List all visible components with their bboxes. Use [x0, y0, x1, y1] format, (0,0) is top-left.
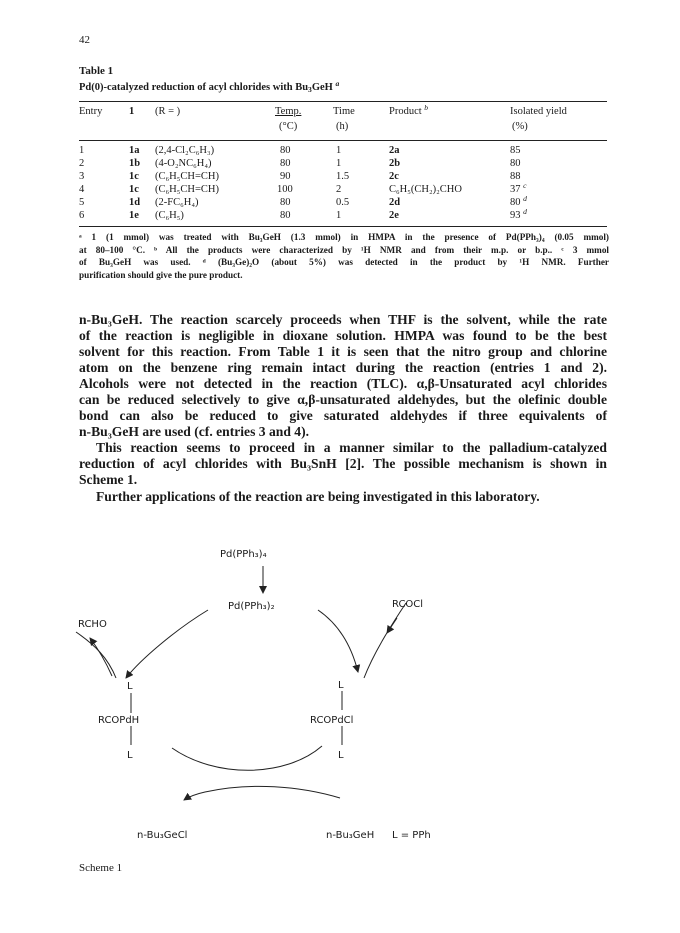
paragraph-1 [79, 312, 607, 440]
cell-time: 1.5 [336, 171, 350, 182]
text-line: Scheme 1. [79, 472, 138, 487]
pd-ppph3-4-label: Pd(PPh₃)₄ [220, 549, 267, 560]
cell-yield: 80 $^d$ [510, 193, 527, 208]
cell-time: 1 [336, 210, 342, 221]
cell-entry: 4 [79, 184, 85, 195]
cell-entry: 1 [79, 145, 85, 156]
text-line: This reaction seems to proceed in a manner similar to the palladium-catalyzed [96, 440, 607, 455]
cell-compound: 1b [129, 158, 141, 169]
rcopdcl-label: RCOPdCl [310, 715, 354, 726]
cell-entry: 6 [79, 210, 85, 221]
cell-entry: 5 [79, 197, 85, 208]
text-line: Further applications of the reaction are being investigated in this laboratory. [96, 489, 540, 504]
arc-left-upper [126, 610, 208, 678]
cell-product: 2d [389, 197, 401, 208]
pd-ppph3-2-label: Pd(PPh₃)₂ [228, 601, 275, 612]
cell-compound: 1c [129, 171, 139, 182]
cell-product: 2a [389, 145, 400, 156]
cell-yield: 88 [510, 171, 521, 182]
cell-r: (2,4-Cl₂C₆H₃) [155, 145, 215, 156]
text-line: n-Bu₃GeH are used (cf. entries 3 and 4). [79, 424, 309, 439]
text-line: n-Bu₃GeH. The reaction scarcely proceeds when THF is the solvent, while the rate [79, 312, 607, 327]
cell-time: 1 [336, 145, 342, 156]
cell-r: (2-FC₆H₄) [155, 197, 199, 208]
header-yield-unit: (%) [512, 121, 528, 132]
cell-temp: 80 [280, 158, 291, 169]
arc-bottom-upper [172, 746, 322, 770]
header-product: Product $^b$ [389, 102, 429, 117]
cell-yield: 85 [510, 145, 521, 156]
bu3geh-label: n-Bu₃GeH [326, 830, 375, 841]
cell-temp: 80 [280, 210, 291, 221]
cell-temp: 80 [280, 197, 291, 208]
text-line: atom on the benzene ring remain intact during the reaction (entries 1 and 2). [79, 360, 607, 375]
paragraph-2 [79, 440, 607, 488]
cell-r: (C₆H₅) [155, 210, 184, 221]
cell-time: 1 [336, 158, 342, 169]
table-bottom-rule [79, 226, 607, 227]
cell-product: 2b [389, 158, 401, 169]
table-header-rule [79, 140, 607, 141]
arrow-rcocl-in [387, 618, 397, 633]
cell-yield: 93 $^d$ [510, 206, 527, 221]
paragraph-3 [79, 489, 607, 505]
header-r: (R = ) [155, 106, 181, 117]
header-compound: 1 [129, 106, 135, 117]
header-yield: Isolated yield [510, 106, 567, 117]
footnote-line: purification should give the pure product. [79, 269, 243, 280]
cell-compound: 1d [129, 197, 141, 208]
scheme-label: Scheme 1 [79, 862, 123, 874]
arc-right-upper [318, 610, 358, 672]
text-line: reduction of acyl chlorides with Bu₃SnH [2]. The possible mechanism is shown in [79, 456, 607, 471]
cell-temp: 80 [280, 145, 291, 156]
cell-yield: 37 $^c$ [510, 180, 527, 195]
arc-right-rcocl [364, 603, 406, 678]
header-temp-unit: (°C) [279, 121, 298, 132]
text-line: of the reaction is negligible in dioxane solution. HMPA was found to be the best [79, 328, 607, 343]
header-time: Time [333, 106, 355, 117]
cell-compound: 1a [129, 145, 140, 156]
rcocl-label: RCOCl [392, 599, 424, 610]
header-temp: Temp. [275, 106, 302, 117]
footnote-line: of Bu₃GeH was used. ᵈ (Bu₃Ge)₂O (about 5%) was detected in the product by ¹H NMR. Further [79, 257, 609, 268]
cell-entry: 2 [79, 158, 85, 169]
scheme-diagram [0, 530, 680, 880]
table-footnotes [79, 231, 609, 281]
cell-r: (C₆H₅CH=CH) [155, 171, 219, 182]
cell-r: (4-O₂NC₆H₄) [155, 158, 212, 169]
table-label: Table 1 [79, 65, 114, 77]
ligand-l: L [127, 681, 133, 692]
cell-temp: 100 [277, 184, 293, 195]
cell-temp: 90 [280, 171, 291, 182]
footnote-line: ᵃ 1 (1 mmol) was treated with Bu₃GeH (1.3 mmol) in HMPA in the presence of Pd(PPh₃)₄ (0.05 mmol) [79, 232, 609, 242]
cell-yield: 80 [510, 158, 521, 169]
text-line: solvent for this reaction. From Table 1 it is seen that the nitro group and chlorine [79, 344, 607, 359]
text-line: Alcohols were not detected in the reaction (TLC). α,β-Unsaturated acyl chlorides [79, 376, 607, 391]
cell-r: (C₆H₅CH=CH) [155, 184, 219, 195]
cell-compound: 1e [129, 210, 139, 221]
ligand-l: L [338, 680, 344, 691]
header-entry: Entry [79, 106, 103, 117]
ligand-l: L [338, 750, 344, 761]
page-number: 42 [79, 34, 90, 46]
rcopdh-label: RCOPdH [98, 715, 140, 726]
cell-product: 2c [389, 171, 399, 182]
cell-time: 2 [336, 184, 342, 195]
text-line: can be reduced selectively to give α,β-unsaturated aldehydes, but the olefinic double [79, 392, 607, 407]
cell-time: 0.5 [336, 197, 350, 208]
text-line: bond can also be reduced to give saturated aldehydes if three equivalents of [79, 408, 607, 423]
cell-product: 2e [389, 210, 399, 221]
arc-bottom-lower [184, 786, 340, 800]
footnote-line: at 80–100 °C. ᵇ All the products were characterized by ¹H NMR and from their m.p. or b.p.. ᶜ 3 mmol [79, 244, 609, 255]
cell-entry: 3 [79, 171, 85, 182]
table-caption: Pd(0)-catalyzed reduction of acyl chlorides with $Bu_3GeH$ $^a$ [79, 78, 340, 94]
rcho-label: RCHO [78, 619, 107, 630]
ligand-l: L [127, 750, 133, 761]
arrow-rcho-out [90, 638, 112, 676]
bu3gecl-label: n-Bu₃GeCl [137, 830, 188, 841]
cell-product: C₆H₅(CH₂)₂CHO [389, 184, 462, 195]
ligand-definition: L = PPh [392, 830, 431, 841]
table-top-rule [79, 101, 607, 102]
header-time-unit: (h) [336, 121, 349, 132]
cell-compound: 1c [129, 184, 139, 195]
